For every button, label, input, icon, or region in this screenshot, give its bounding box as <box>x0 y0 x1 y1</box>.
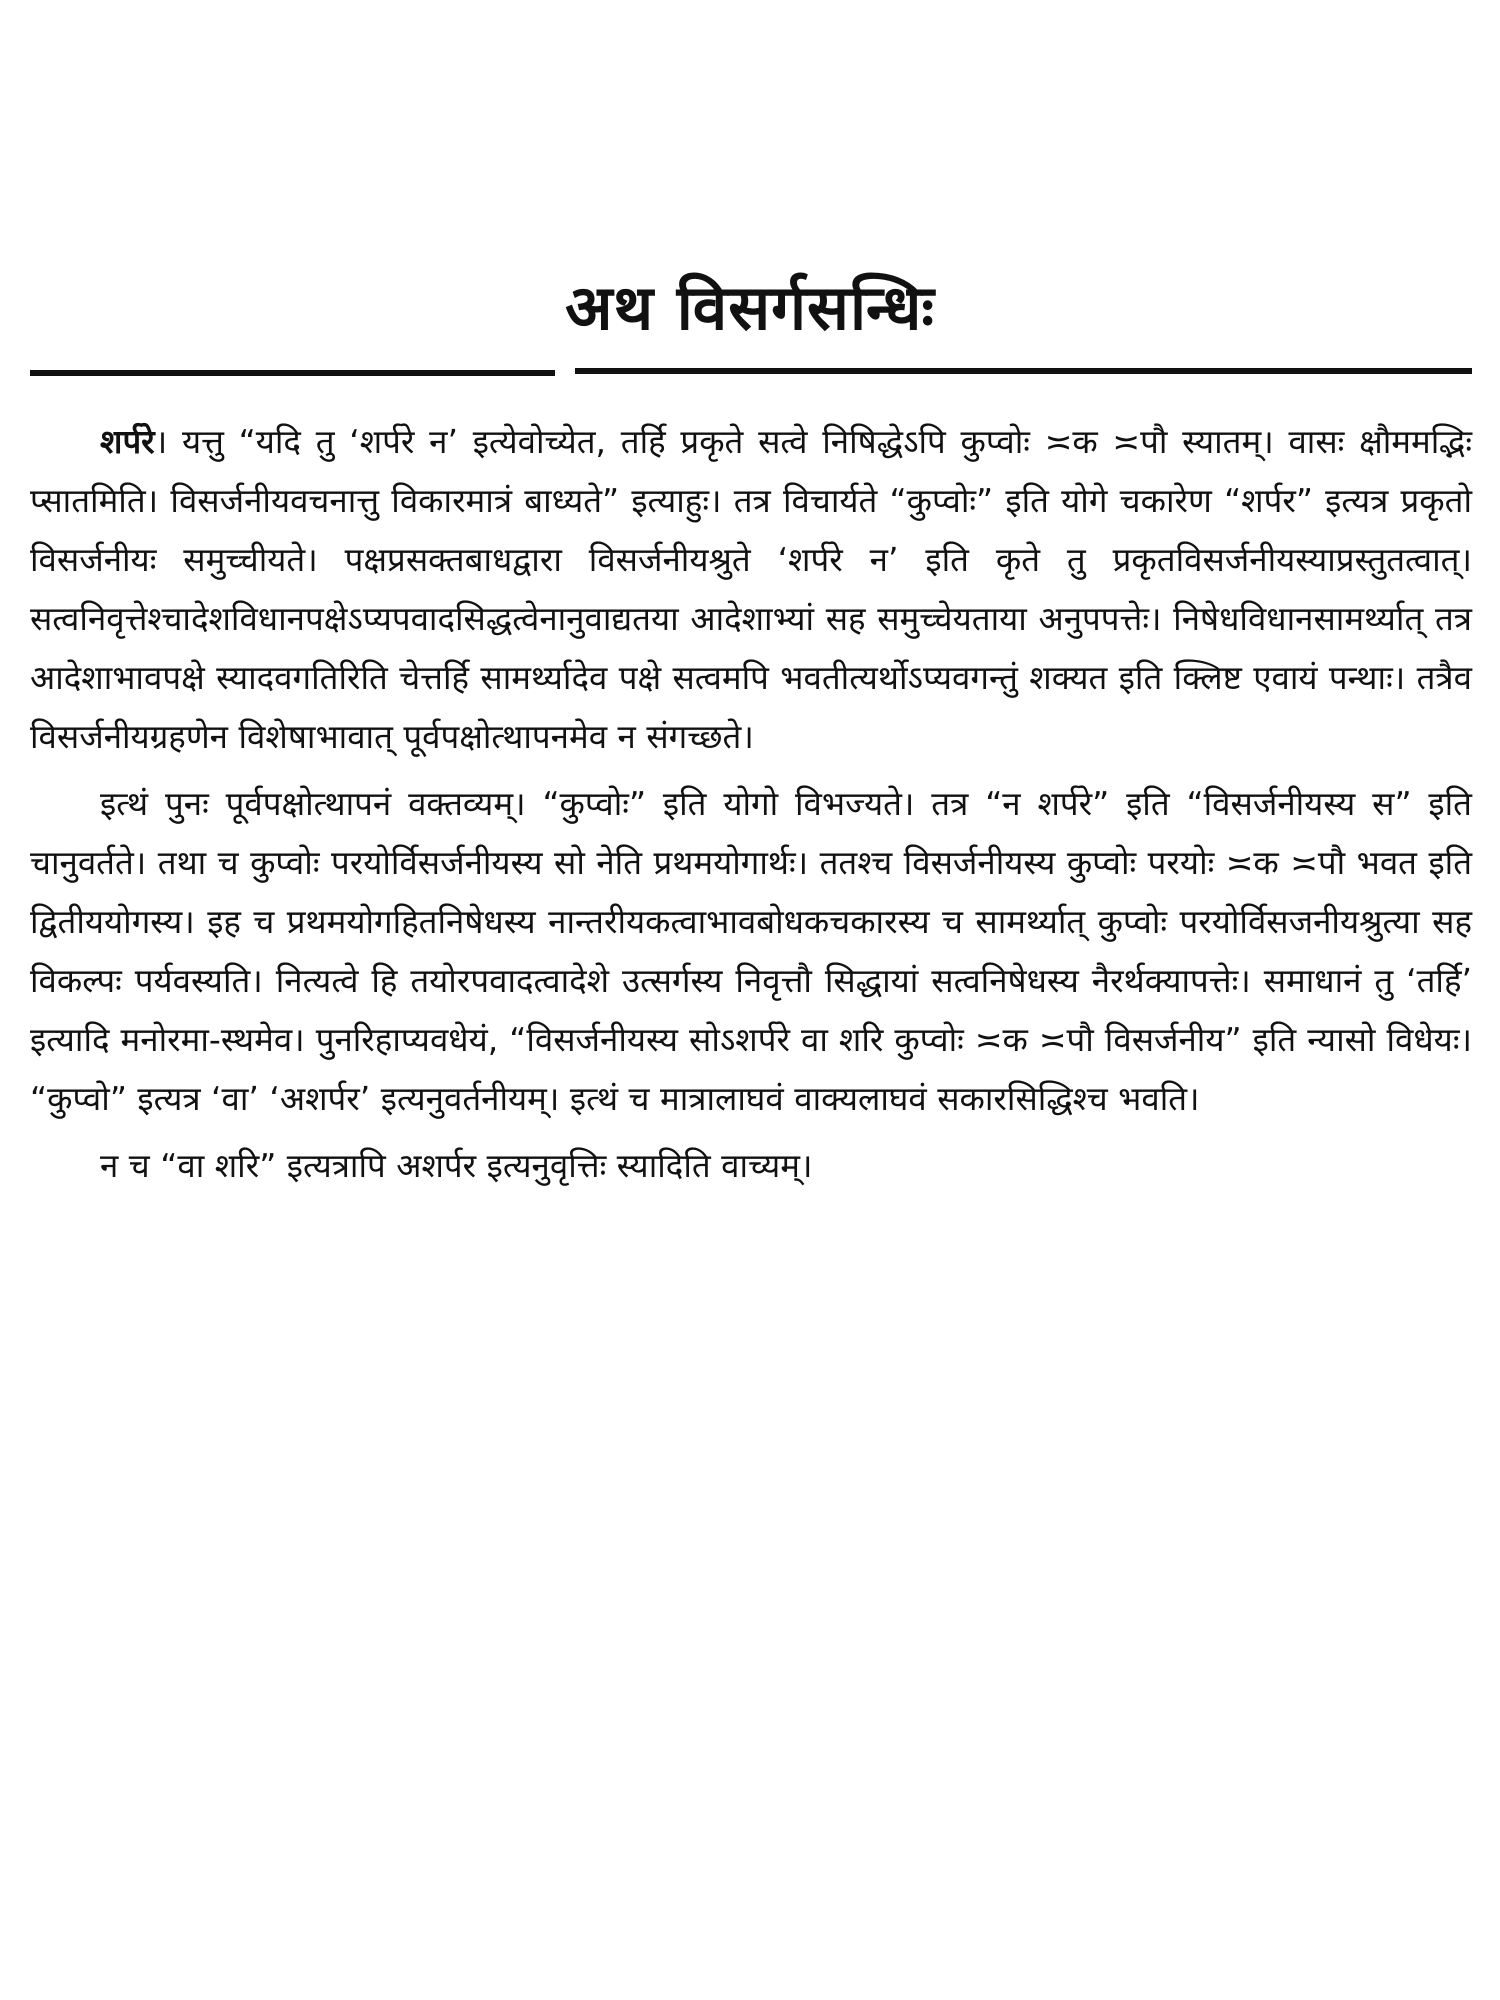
paragraph <box>30 774 1472 1128</box>
paragraph <box>30 412 1472 766</box>
paragraph <box>30 1136 1472 1195</box>
paragraph-text: न च “वा शरि” इत्यत्रापि अशर्पर इत्यनुवृत्तिः स्यादिति वाच्यम्। <box>100 1146 813 1185</box>
paragraph-text: । यत्तु “यदि तु ‘शर्परे न’ इत्येवोच्येत, तर्हि प्रकृते सत्वे निषिद्धेऽपि कुप्वोः ≍क ≍पौ स्यातम्। वासः क्षौममद्भिः प्सातमिति। विसर्जनीयवचनात्तु विकारमात्रं बाध्यते” इत्याहुः। तत्र विचार्यते “कुप्वोः” इति योगे चकारेण “शर्पर” इत्यत्र प्रकृतो विसर्जनीयः समुच्चीयते। पक्षप्रसक्तबाधद्वारा विसर्जनीयश्रुते ‘शर्परे न’ इति कृते तु प्रकृतविसर्जनीयस्याप्रस्तुतत्वात्। सत्वनिवृत्तेश्चादेशविधानपक्षेऽप्यपवादसिद्धत्वेनानुवाद्यतया आदेशाभ्यां सह समुच्चेयताया अनुपपत्तेः। निषेधविधानसामर्थ्यात् तत्र आदेशाभावपक्षे स्यादवगतिरिति चेत्तर्हि सामर्थ्यादेव पक्षे सत्वमपि भवतीत्यर्थोऽप्यवगन्तुं शक्यत इति क्लिष्ट एवायं पन्थाः। तत्रैव विसर्जनीयग्रहणेन विशेषाभावात् पूर्वपक्षोत्थापनमेव न संगच्छते। <box>30 422 1472 756</box>
body-text <box>30 412 1472 1195</box>
paragraph-text: इत्थं पुनः पूर्वपक्षोत्थापनं वक्तव्यम्। “कुप्वोः” इति योगो विभज्यते। तत्र “न शर्परे” इति “विसर्जनीयस्य स” इति चानुवर्तते। तथा च कुप्वोः परयोर्विसर्जनीयस्य सो नेति प्रथमयोगार्थः। ततश्च विसर्जनीयस्य कुप्वोः परयोः ≍क ≍पौ भवत इति द्वितीययोगस्य। इह च प्रथमयोगहितनिषेधस्य नान्तरीयकत्वाभावबोधकचकारस्य च सामर्थ्यात् कुप्वोः परयोर्विसजनीयश्रुत्या सह विकल्पः पर्यवस्यति। नित्यत्वे हि तयोरपवादत्वादेशे उत्सर्गस्य निवृत्तौ सिद्धायां सत्वनिषेधस्य नैरर्थक्यापत्तेः। समाधानं तु ‘तर्हि’ इत्यादि मनोरमा-स्थमेव। पुनरिहाप्यवधेयं, “विसर्जनीयस्य सोऽशर्परे वा शरि कुप्वोः ≍क ≍पौ विसर्जनीय” इति न्यासो विधेयः। “कुप्वो” इत्यत्र ‘वा’ ‘अशर्पर’ इत्यनुवर्तनीयम्। इत्थं च मात्रालाघवं वाक्यलाघवं सकारसिद्धिश्च भवति। <box>30 784 1472 1118</box>
heading-rule-left-segment <box>30 370 555 376</box>
paragraph-lead-term: शर्परे <box>100 422 155 461</box>
heading-rule-right-segment <box>575 368 1472 374</box>
section-heading: अथ विसर्गसन्धिः <box>565 271 935 344</box>
